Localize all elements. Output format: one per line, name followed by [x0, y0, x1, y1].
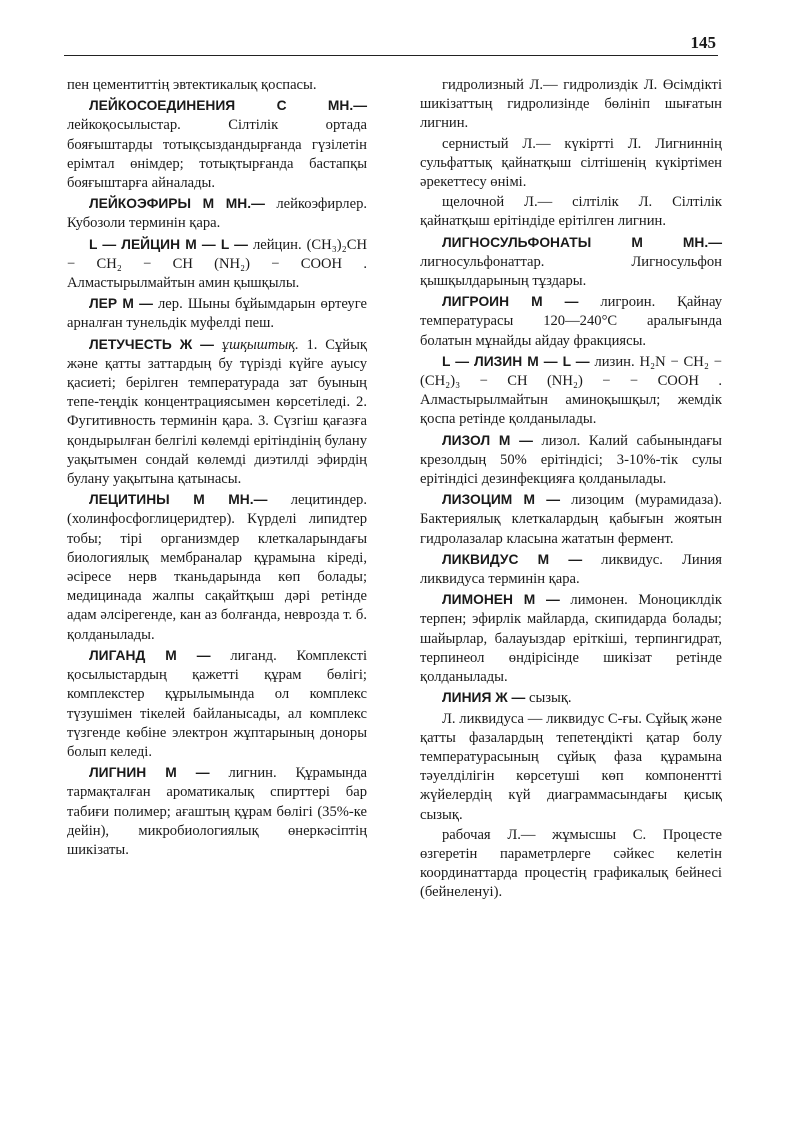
page-number: 145 — [690, 33, 716, 52]
left-column — [67, 76, 367, 861]
entry-text: ликвидус. Линия ликвидуса терминін қара. — [420, 551, 722, 588]
entry-text: лиганд. Комплексті қосылыстардың қажетті құрам бөлігі; комплекстер құрылымында ол комплекс түзушімен тікелей байланысады, ал комплекс түзгенде көбіне электрон жұптарының доноры болып келеді. — [67, 647, 367, 760]
entry-headword: ЛЕЙКОСОЕДИНЕНИЯ С МН.— — [89, 98, 367, 114]
dictionary-entry — [420, 292, 722, 351]
entry-text: лейкоэфирлер. Кубозоли терминін қара. — [67, 196, 368, 232]
entry-translation: ұшқыштық. — [213, 336, 299, 353]
dictionary-entry — [420, 352, 722, 430]
dictionary-entry — [67, 294, 367, 333]
entry-headword: L — ЛЕЙЦИН М — L — — [89, 236, 248, 252]
entry-text: лецитиндер. (холинфосфоглицеридтер). Күрделі липидтер тобы; тірі организмдер клеткаларындағы биологиялық мембраналар құрамына кіреді, әсіресе нерв тканьдарында көп болады; медицинада жалпы сақайтқыш дәрі ретінде адам әлсірегенде, кан аз болғанда, невроздa т. б. қолданылады. — [67, 492, 367, 643]
sub-entry — [420, 826, 722, 903]
entry-headword: ЛИГРОИН М — — [442, 294, 579, 310]
entry-text: гидролизный Л.— гидролиздік Л. Өсімдікті шикізаттың гидролизінде бөлініп шығатын лигнин. — [420, 77, 722, 132]
entry-text: Л. ликвидуса — ликвидус С-ғы. Сұйық және қатты фазалардың тепетеңдікті қатар болу температурасының сұйық фаза құрамына тәуелділігін көрсетуші көп компонентті жүйелердің күй диаграммасындағы қисық сызық. — [420, 710, 722, 823]
header-rule — [64, 55, 718, 56]
entry-headword: ЛИМОНЕН М — — [442, 592, 560, 608]
dictionary-entry — [67, 763, 367, 860]
dictionary-entry — [67, 235, 367, 294]
entry-text: лигносульфонаттар. Лигносульфон қышқылдарының тұздары. — [420, 253, 722, 290]
entry-headword: ЛИГНИН М — — [89, 765, 210, 781]
right-column — [420, 76, 722, 904]
sub-entry — [420, 76, 722, 134]
entry-headword: ЛЕЦИТИНЫ М МН.— — [89, 492, 268, 508]
dictionary-entry — [67, 490, 367, 645]
sub-entry — [420, 193, 722, 231]
entry-headword: ЛЕЙКОЭФИРЫ М МН.— — [89, 196, 265, 212]
dictionary-entry — [67, 646, 367, 762]
entry-text: лимонен. Моноциклдік терпен; эфирлік майларда, скипидарда болады; шайырлар, балауыздар еріткіші, терпингидрат, терпинеол өндірісінде шикізат ретінде қолданылады. — [420, 592, 722, 686]
entry-text: сернистый Л.— күкіртті Л. Лигниннің сульфаттық қайнатқыш сілтішенің күкіртімен әрекеттесу өнімі. — [420, 135, 722, 191]
dictionary-entry — [67, 335, 367, 490]
entry-text: лейкоқосылыстар. Сілтілік ортада бояғыштарды тотықсыздандырғанда гүзілетін ерімтал өнімдер; тотықтырғанда бастапқы бояғыштарға айналады. — [67, 117, 367, 192]
entry-text: лизол. Калий сабынындағы крезолдың 50% ерітіндісі; 3-10%-тік сулы ерітіндісі дезинфекцияға қолданылады. — [420, 432, 722, 488]
dictionary-entry — [420, 490, 722, 549]
entry-headword: L — ЛИЗИН М — L — — [442, 353, 590, 369]
dictionary-entry — [420, 590, 722, 687]
entry-text: сызық. — [525, 690, 572, 707]
entry-headword: ЛИЗОЛ М — — [442, 432, 533, 448]
entry-headword: ЛИКВИДУС М — — [442, 551, 583, 567]
entry-text: щелочной Л.— сілтілік Л. Сілтілік қайнатқыш ерітіндіде ерітілген лигнин. — [420, 194, 722, 230]
dictionary-entry — [420, 550, 722, 589]
entry-text: лигнин. Құрамында тармақталған ароматикалық спирттері бар табиғи полимер; ағаштың құрам бөлігі (35%-ке дейін), микробиологиялық өнеркәсіптің шикізаты. — [67, 765, 368, 858]
dictionary-entry — [420, 233, 722, 292]
entry-headword: ЛИНИЯ Ж — — [442, 690, 526, 706]
dictionary-entry — [67, 194, 367, 233]
entry-headword: ЛЕР М — — [89, 296, 153, 312]
entry-text: лизин. H₂N − CH₂ − (CH₂)₃ − CH (NH₂) − − COOH . Алмастырылмайтын аминоқышқыл; жемдік қоспа ретінде қолданылады. — [420, 353, 722, 428]
entry-headword: ЛИГНОСУЛЬФОНАТЫ М МН.— — [442, 234, 722, 250]
sub-entry — [420, 135, 722, 193]
entry-text: рабочая Л.— жұмысшы С. Процесте өзгеретін параметрлерге сәйкес келетін координаттарда процестің графикалық бейнесі (бейнеленуі). — [420, 826, 722, 901]
entry-continuation — [67, 76, 367, 95]
entry-text: 1. Сұйық және қатты заттардың бу түрізді күйге ауысу қасиеті; берілген температурада зат буының тепе-теңдік концентрациясымен көрсетіледі. 2. Фугитивность терминін қара. 3. Сүзгіш қағазға қондырылған белгілі көлемді ерітіндінің булану уақытымен сондай көлемді диэтилді эфирдің булану уақытына қатынасы. — [67, 336, 367, 488]
entry-text: пен цементиттің эвтектикалық қоспасы. — [67, 77, 317, 93]
entry-text: лизоцим (мурамидаза). Бактериялық клеткалардың қабығын жоятын гидролазалар класына жататын фермент. — [420, 492, 722, 547]
entry-text: лейцин. (CH₃)₂CH − CH₂ − CH (NH₂) − COOH . Алмастырылмайтын амин қышқылы. — [67, 236, 368, 292]
dictionary-entry — [67, 96, 367, 193]
entry-headword: ЛИГАНД М — — [89, 647, 211, 663]
entry-headword: ЛЕТУЧЕСТЬ Ж — — [89, 336, 214, 352]
entry-headword: ЛИЗОЦИМ М — — [442, 492, 561, 508]
entry-text: лер. Шыны бұйымдарын өртеуге арналған тунельдік муфелді пеш. — [67, 296, 367, 332]
dictionary-entry — [420, 688, 722, 708]
sub-entry — [420, 710, 722, 825]
entry-text: лигроин. Қайнау температурасы 120—240°С аралығында болатын мұнайды айдау фракциясы. — [420, 294, 722, 349]
dictionary-entry — [420, 431, 722, 490]
